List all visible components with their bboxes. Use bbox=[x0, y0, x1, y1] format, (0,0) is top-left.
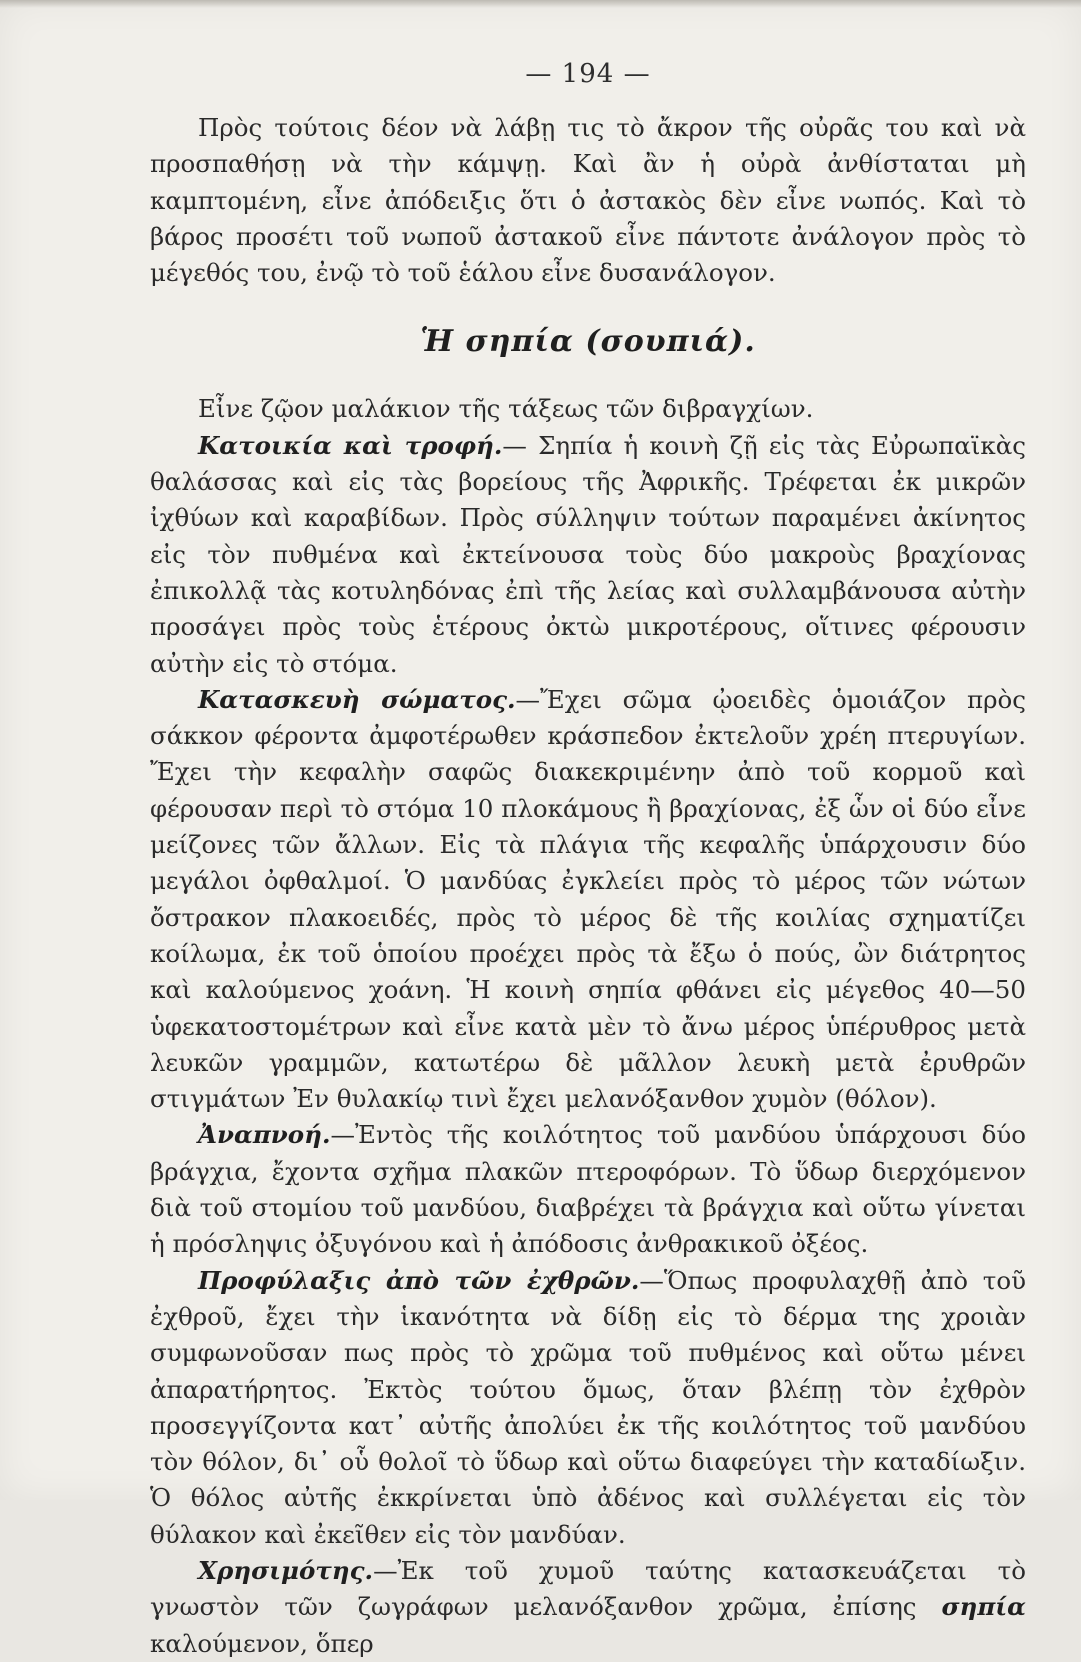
usefulness-heading: Χρησιμότης. bbox=[198, 1555, 374, 1585]
habitat-heading: Κατοικία καὶ τροφή. bbox=[198, 430, 503, 460]
respiration-text: —Ἐντὸς τῆς κοιλότητος τοῦ μανδύου ὑπάρχουσι δύο βράγχια, ἔχοντα σχῆμα πλακῶν πτεροφόρων. Τὸ ὕδωρ διερχόμενον διὰ τοῦ στομίου τοῦ μανδύου, διαβρέχει τὰ βράγχια καὶ οὕτω γίνεται ἡ πρόσληψις ὀξυγόνου καὶ ἡ ἀπόδοσις ἀνθρακικοῦ ὀξέος. bbox=[150, 1120, 1026, 1259]
intro-paragraph: Πρὸς τούτοις δέον νὰ λάβῃ τις τὸ ἄκρον τῆς οὐρᾶς του καὶ νὰ προσπαθήσῃ νὰ τὴν κάμψῃ. Καὶ ἂν ἡ οὐρὰ ἀνθίσταται μὴ καμπτομένη, εἶνε ἀπόδειξις ὅτι ὁ ἀστακὸς δὲν εἶνε νωπός. Καὶ τὸ βάρος προσέτι τοῦ νωποῦ ἀστακοῦ εἶνε πάντοτε ἀνάλογον πρὸς τὸ μέγεθός του, ἐνῷ τὸ τοῦ ἑάλου εἶνε δυσανάλογον. bbox=[150, 113, 1026, 288]
defense-text: —Ὅπως προφυλαχθῇ ἀπὸ τοῦ ἐχθροῦ, ἔχει τὴν ἱκανότητα νὰ δίδῃ εἰς τὸ δέρμα της χροιὰν συμφωνοῦσαν πως πρὸς τὸ χρῶμα τοῦ πυθμένος καὶ οὕτω μένει ἀπαρατήρητος. Ἐκτὸς τούτου ὅμως, ὅταν βλέπῃ τὸν ἐχθρὸν προσεγγίζοντα κατ᾽ αὐτῆς ἀπολύει ἐκ τῆς κοιλότητος τοῦ μανδύου τὸν θόλον, δι᾽ οὗ θολοῖ τὸ ὕδωρ καὶ οὕτω διαφεύγει τὴν καταδίωξιν. Ὁ θόλος αὐτῆς ἐκκρίνεται ὑπὸ ἀδένος καὶ συλλέγεται εἰς τὸν θύλακον καὶ ἐκεῖθεν εἰς τὸν μανδύαν. bbox=[150, 1265, 1027, 1549]
definition-paragraph: Εἶνε ζῷον μαλάκιον τῆς τάξεως τῶν διβραγχίων. bbox=[198, 394, 814, 424]
habitat-text: — Σηπία ἡ κοινὴ ζῇ εἰς τὰς Εὐρωπαϊκὰς θαλάσσας καὶ εἰς τὰς βορείους τῆς Ἀφρικῆς. Τρέφεται ἐκ μικρῶν ἰχθύων καὶ καραβίδων. Πρὸς σύλληψιν τούτων παραμένει ἀκίνητος εἰς τὸν πυθμένα καὶ ἐκτείνουσα τοὺς δύο μακροὺς βραχίονας ἐπικολλᾷ τὰς κοτυληδόνας ἐπὶ τῆς λείας καὶ συλλαμβάνουσα αὐτὴν προσάγει πρὸς τοὺς ἑτέρους ὀκτὼ μικροτέρους, οἵτινες φέρουσιν αὐτὴν εἰς τὸ στόμα. bbox=[150, 430, 1026, 678]
usefulness-emphasis: σηπία bbox=[941, 1592, 1026, 1622]
section-title: Ἡ σηπία (σουπιά). bbox=[420, 324, 756, 360]
structure-heading: Κατασκευὴ σώματος. bbox=[198, 684, 516, 714]
usefulness-text-after: καλούμενον, ὅπερ bbox=[150, 1628, 374, 1658]
page-content bbox=[150, 56, 1026, 1662]
usefulness-text-before: —Ἐκ τοῦ χυμοῦ ταύτης κατασκευάζεται τὸ γνωστὸν τῶν ζωγράφων μελανόξανθον χρῶμα, ἐπίσης bbox=[150, 1555, 1026, 1622]
usefulness-paragraph bbox=[150, 1553, 1026, 1662]
structure-text: —Ἔχει σῶμα ᾠοειδὲς ὁμοιάζον πρὸς σάκκον φέροντα ἀμφοτέρωθεν κράσπεδον ἐκτελοῦν χρέη πτερυγίων. Ἔχει τὴν κεφαλὴν σαφῶς διακεκριμένην ἀπὸ τοῦ κορμοῦ καὶ φέρουσαν περὶ τὸ στόμα 10 πλοκάμους ἢ βραχίονας, ἐξ ὧν οἱ δύο εἶνε μείζονες τῶν ἄλλων. Εἰς τὰ πλάγια τῆς κεφαλῆς ὑπάρχουσιν δύο μεγάλοι ὀφθαλμοί. Ὁ μανδύας ἐγκλείει πρὸς τὸ μέρος τῶν νώτων ὄστρακον πλακοειδές, πρὸς τὸ μέρος δὲ τῆς κοιλίας σχηματίζει κοίλωμα, ἐκ τοῦ ὁποίου προέχει πρὸς τὰ ἔξω ὁ πούς, ὢν διάτρητος καὶ καλούμενος χοάνη. Ἡ κοινὴ σηπία φθάνει εἰς μέγεθος 40—50 ὑφεκατοστομέτρων καὶ εἶνε κατὰ μὲν τὸ ἄνω μέρος ὑπέρυθρος μετὰ λευκῶν γραμμῶν, κατωτέρω δὲ μᾶλλον λευκὴ μετὰ ἐρυθρῶν στιγμάτων Ἐν θυλακίῳ τινὶ ἔχει μελανόξανθον χυμὸν (θόλον). bbox=[150, 684, 1026, 1114]
structure-paragraph bbox=[150, 682, 1026, 1118]
habitat-paragraph bbox=[150, 428, 1026, 682]
respiration-heading: Ἀναπνοή. bbox=[198, 1120, 331, 1150]
page-top-edge bbox=[0, 0, 1081, 8]
respiration-paragraph bbox=[150, 1117, 1026, 1262]
page-number: — 194 — bbox=[525, 59, 651, 89]
defense-heading: Προφύλαξις ἀπὸ τῶν ἐχθρῶν. bbox=[198, 1265, 640, 1295]
defense-paragraph bbox=[150, 1263, 1026, 1553]
